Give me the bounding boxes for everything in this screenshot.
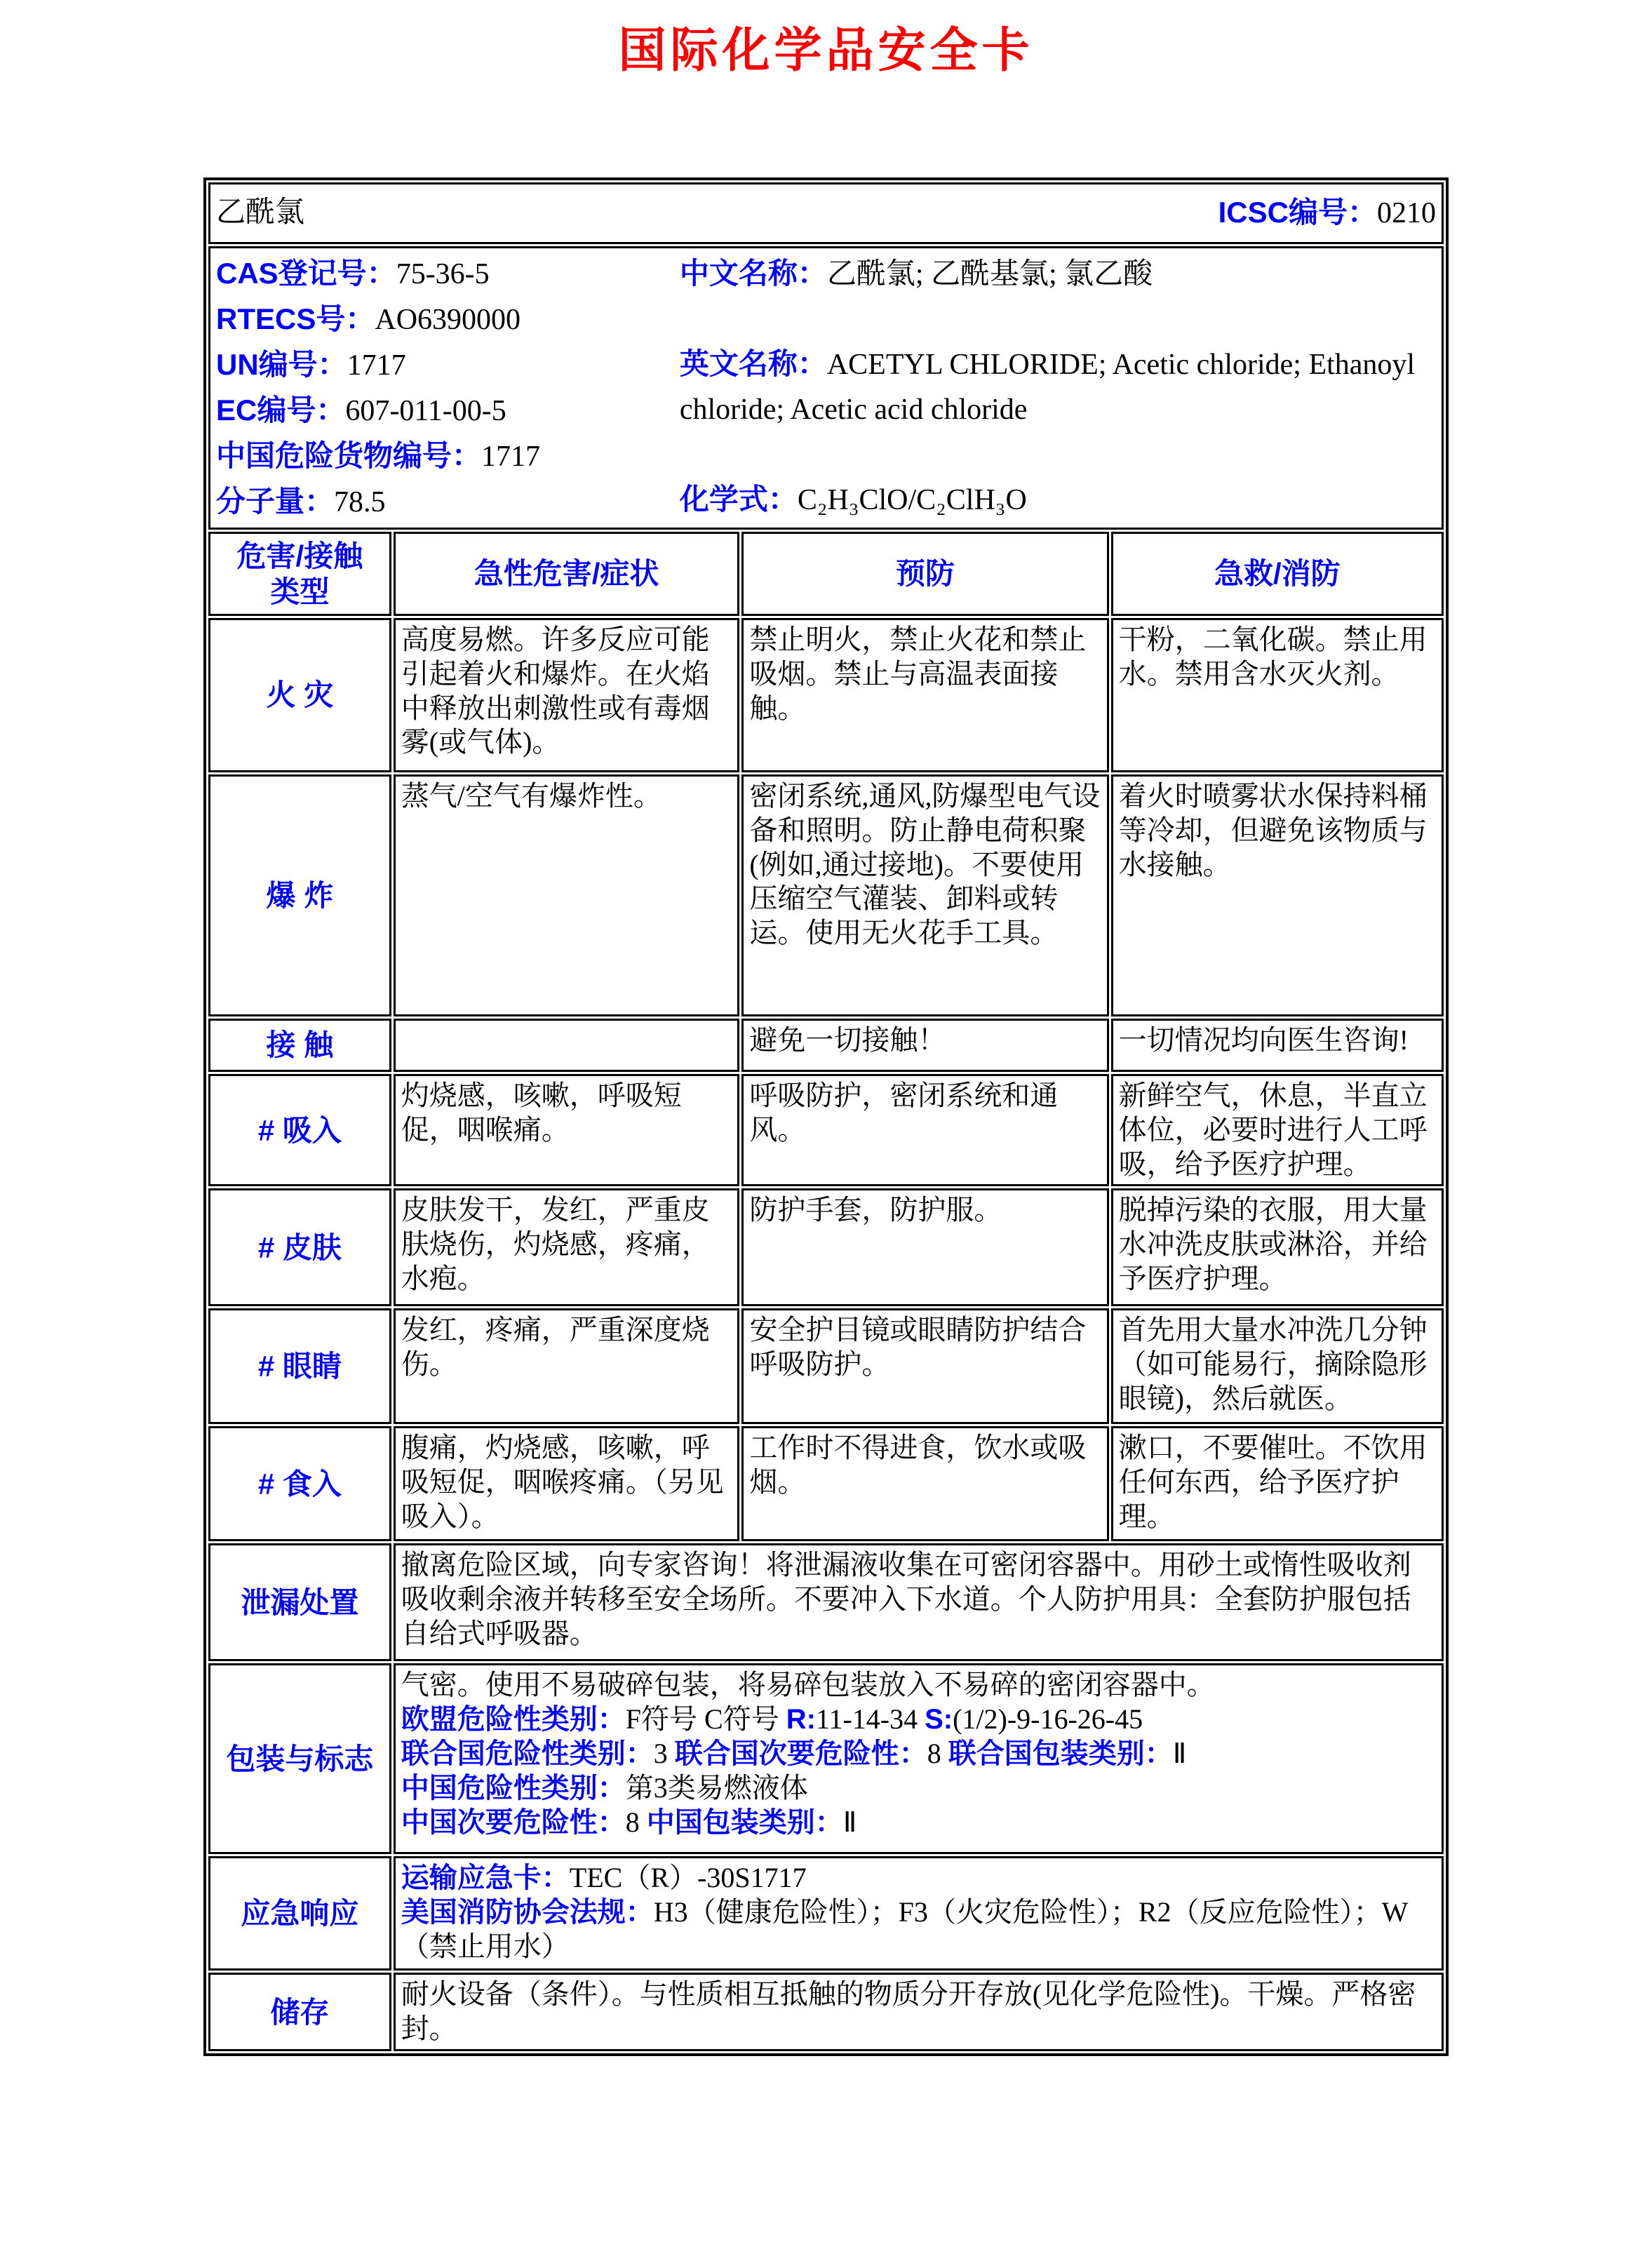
- page-title: 国际化学品安全卡: [618, 24, 1034, 77]
- packaging-label: 包装与标志: [208, 1663, 391, 1854]
- hazard-header-type-cell: [208, 532, 391, 616]
- hazard-header-firstaid-cell: 急救/消防: [1111, 532, 1444, 616]
- text-segment: R:: [786, 1704, 816, 1736]
- table-row-ingestion: [208, 1426, 1444, 1541]
- cas-number-label: CAS登记号：: [216, 257, 396, 290]
- card-header-flex: [216, 187, 1436, 239]
- packaging-line-2: [401, 1703, 1436, 1737]
- eyes-prevention-cell: 安全护目镜或眼睛防护结合呼吸防护。: [741, 1308, 1108, 1424]
- packaging-line-5: [401, 1806, 1436, 1840]
- identifiers-cell: [208, 246, 1444, 530]
- china-dg-number-label: 中国危险货物编号：: [216, 439, 482, 472]
- ingestion-prevention-cell: 工作时不得进食，饮水或吸烟。: [741, 1426, 1108, 1541]
- emergency-response-content: [394, 1856, 1444, 1971]
- molecular-weight-line: [216, 479, 673, 525]
- text-segment: Ⅱ: [842, 1806, 857, 1838]
- storage-content: 耐火设备（条件）。与性质相互抵触的物质分开存放(见化学危险性)。干燥。严格密封。: [394, 1973, 1444, 2051]
- ingestion-firstaid-cell: 漱口，不要催吐。不饮用任何东西，给予医疗护理。: [1111, 1426, 1444, 1541]
- identifiers-row: [208, 246, 1444, 530]
- table-row-storage: [208, 1973, 1444, 2051]
- text-segment: TEC（R）-30S1717: [569, 1862, 807, 1894]
- chinese-name-label: 中文名称：: [679, 257, 827, 290]
- ec-number-line: [216, 388, 673, 434]
- table-row-fire: [208, 618, 1444, 772]
- text-segment: 第3类易燃液体: [625, 1771, 808, 1804]
- table-row-skin: [208, 1188, 1444, 1306]
- emergency-line-1: [401, 1861, 1436, 1895]
- chemical-formula-value: C₂H₃ClO/C₂ClH₃O: [797, 484, 1027, 516]
- hazard-header-symptoms-cell: 急性危害/症状: [394, 532, 740, 616]
- inhalation-firstaid-cell: 新鲜空气，休息，半直立体位，必要时进行人工呼吸，给予医疗护理。: [1111, 1074, 1444, 1186]
- icsc-number-label: ICSC编号：: [1218, 196, 1377, 229]
- identifiers-left-column: [216, 251, 680, 525]
- text-segment: 11-14-34: [815, 1703, 925, 1736]
- packaging-content: [394, 1663, 1444, 1854]
- packaging-line-3: [401, 1737, 1436, 1771]
- text-segment: 气密。使用不易破碎包装，将易碎包装放入不易碎的密闭容器中。: [401, 1669, 1215, 1701]
- identifiers-layout: [216, 251, 1436, 525]
- spill-disposal-content: 撤离危险区域，向专家咨询！将泄漏液收集在可密闭容器中。用砂土或惰性吸收剂吸收剩余液并转移至安全场所。不要冲入下水道。个人防护用具：全套防护服包括自给式呼吸器。: [394, 1543, 1444, 1661]
- text-segment: 联合国危险性类别：: [401, 1738, 654, 1769]
- inhalation-prevention-cell: 呼吸防护，密闭系统和通风。: [741, 1074, 1108, 1186]
- inhalation-type-label: # 吸入: [208, 1074, 391, 1186]
- un-number-line: [216, 342, 673, 388]
- table-row-explosion: [208, 774, 1444, 1016]
- skin-symptoms-cell: 皮肤发干，发红，严重皮肤烧伤，灼烧感，疼痛，水疱。: [394, 1188, 740, 1306]
- text-segment: H3（健康危险性）；F3（火灾危险性）；R2（反应危险性）；W （禁止用水）: [401, 1896, 1408, 1962]
- fire-firstaid-cell: 干粉，二氧化碳。禁止用水。禁用含水灭火剂。: [1111, 618, 1444, 772]
- cas-number-value: 75-36-5: [396, 258, 490, 290]
- identifiers-right-column: [680, 251, 1436, 525]
- eyes-firstaid-cell: 首先用大量水冲洗几分钟（如可能易行，摘除隐形眼镜)，然后就医。: [1111, 1308, 1444, 1424]
- english-name-line: [680, 342, 1436, 432]
- table-row-contact: [208, 1019, 1444, 1072]
- text-segment: 运输应急卡：: [401, 1862, 570, 1894]
- skin-type-label: # 皮肤: [208, 1188, 391, 1306]
- text-segment: 中国次要危险性：: [401, 1806, 626, 1838]
- hazard-header-prevention-cell: 预防: [741, 532, 1108, 616]
- rtecs-number-line: [216, 297, 673, 342]
- text-segment: 8: [927, 1737, 948, 1769]
- skin-prevention-cell: 防护手套，防护服。: [741, 1188, 1108, 1306]
- ec-number-label: EC编号：: [216, 394, 346, 427]
- table-row-eyes: [208, 1308, 1444, 1424]
- text-segment: 中国危险性类别：: [401, 1772, 626, 1804]
- chinese-name-value: 乙酰氯; 乙酰基氯; 氯乙酸: [826, 258, 1153, 290]
- contact-symptoms-cell: [394, 1019, 740, 1072]
- chemical-formula-line: [680, 477, 1436, 523]
- ingestion-symptoms-cell: 腹痛，灼烧感，咳嗽，呼吸短促，咽喉疼痛。（另见吸入）。: [394, 1426, 740, 1541]
- eyes-symptoms-cell: 发红，疼痛，严重深度烧伤。: [394, 1308, 740, 1424]
- hazard-header-type-line1: 危害/接触: [236, 539, 363, 572]
- icsc-card-table: [203, 177, 1449, 2056]
- icsc-number-group: [1218, 194, 1436, 231]
- packaging-line-1: [401, 1668, 1436, 1703]
- contact-type-label: 接 触: [208, 1019, 391, 1072]
- text-segment: 欧盟危险性类别：: [401, 1704, 626, 1736]
- un-number-value: 1717: [347, 349, 406, 382]
- chinese-name-line: [680, 251, 1436, 297]
- card-header-row: [208, 182, 1444, 244]
- text-segment: 中国包装类别：: [646, 1806, 843, 1838]
- text-segment: 8: [625, 1806, 647, 1838]
- hazard-header-row: [208, 532, 1444, 616]
- explosion-type-label: 爆 炸: [208, 774, 391, 1016]
- hazard-header-type-line2: 类型: [270, 575, 330, 608]
- text-segment: 联合国次要危险性：: [674, 1738, 927, 1769]
- explosion-firstaid-cell: 着火时喷雾状水保持料桶等冷却，但避免该物质与水接触。: [1111, 774, 1444, 1016]
- table-row-spill-disposal: [208, 1543, 1444, 1661]
- cas-number-line: [216, 251, 673, 297]
- skin-firstaid-cell: 脱掉污染的衣服，用大量水冲洗皮肤或淋浴，并给予医疗护理。: [1111, 1188, 1444, 1306]
- rtecs-number-label: RTECS号：: [216, 302, 375, 335]
- english-name-label: 英文名称：: [679, 347, 827, 380]
- china-dg-number-line: [216, 434, 673, 479]
- fire-symptoms-cell: 高度易燃。许多反应可能引起着火和爆炸。在火焰中释放出刺激性或有毒烟雾(或气体)。: [394, 618, 740, 772]
- eyes-type-label: # 眼睛: [208, 1308, 391, 1424]
- substance-name: 乙酰氯: [216, 196, 305, 229]
- contact-firstaid-cell: 一切情况均向医生咨询!: [1111, 1019, 1444, 1072]
- ingestion-type-label: # 食入: [208, 1426, 391, 1541]
- packaging-line-4: [401, 1771, 1436, 1806]
- table-row-packaging: [208, 1663, 1444, 1854]
- emergency-response-label: 应急响应: [208, 1856, 391, 1971]
- english-name-value: ACETYL CHLORIDE; Acetic chloride; Ethanoyl chloride; Acetic acid chloride: [679, 349, 1416, 426]
- text-segment: S:: [925, 1704, 953, 1736]
- inhalation-symptoms-cell: 灼烧感，咳嗽，呼吸短促，咽喉痛。: [394, 1074, 740, 1186]
- rtecs-number-value: AO6390000: [375, 304, 521, 336]
- text-segment: 3: [653, 1737, 675, 1769]
- icsc-number-value: 0210: [1377, 197, 1436, 230]
- table-row-emergency-response: [208, 1856, 1444, 1971]
- text-segment: F符号 C符号: [625, 1703, 786, 1736]
- emergency-line-2: [401, 1895, 1436, 1964]
- explosion-symptoms-cell: 蒸气/空气有爆炸性。: [394, 774, 740, 1016]
- un-number-label: UN编号：: [216, 348, 347, 381]
- fire-type-label: 火 灾: [208, 618, 391, 772]
- text-segment: (1/2)-9-16-26-45: [953, 1703, 1143, 1736]
- storage-label: 储存: [208, 1973, 391, 2051]
- molecular-weight-value: 78.5: [334, 486, 386, 518]
- explosion-prevention-cell: 密闭系统,通风,防爆型电气设备和照明。防止静电荷积聚(例如,通过接地)。不要使用压缩空气灌装、卸料或转运。使用无火花手工具。: [741, 774, 1108, 1016]
- text-segment: Ⅱ: [1172, 1737, 1187, 1769]
- table-row-inhalation: [208, 1074, 1444, 1186]
- chemical-formula-label: 化学式：: [679, 483, 798, 516]
- text-segment: 联合国包装类别：: [948, 1738, 1173, 1769]
- spill-disposal-label: 泄漏处置: [208, 1543, 391, 1661]
- ec-number-value: 607-011-00-5: [345, 395, 506, 427]
- card-header-cell: [208, 182, 1444, 244]
- text-segment: 美国消防协会法规：: [401, 1897, 654, 1928]
- contact-prevention-cell: 避免一切接触！: [741, 1019, 1108, 1072]
- china-dg-number-value: 1717: [481, 441, 541, 473]
- molecular-weight-label: 分子量：: [216, 485, 335, 518]
- fire-prevention-cell: 禁止明火，禁止火花和禁止吸烟。禁止与高温表面接触。: [741, 618, 1108, 772]
